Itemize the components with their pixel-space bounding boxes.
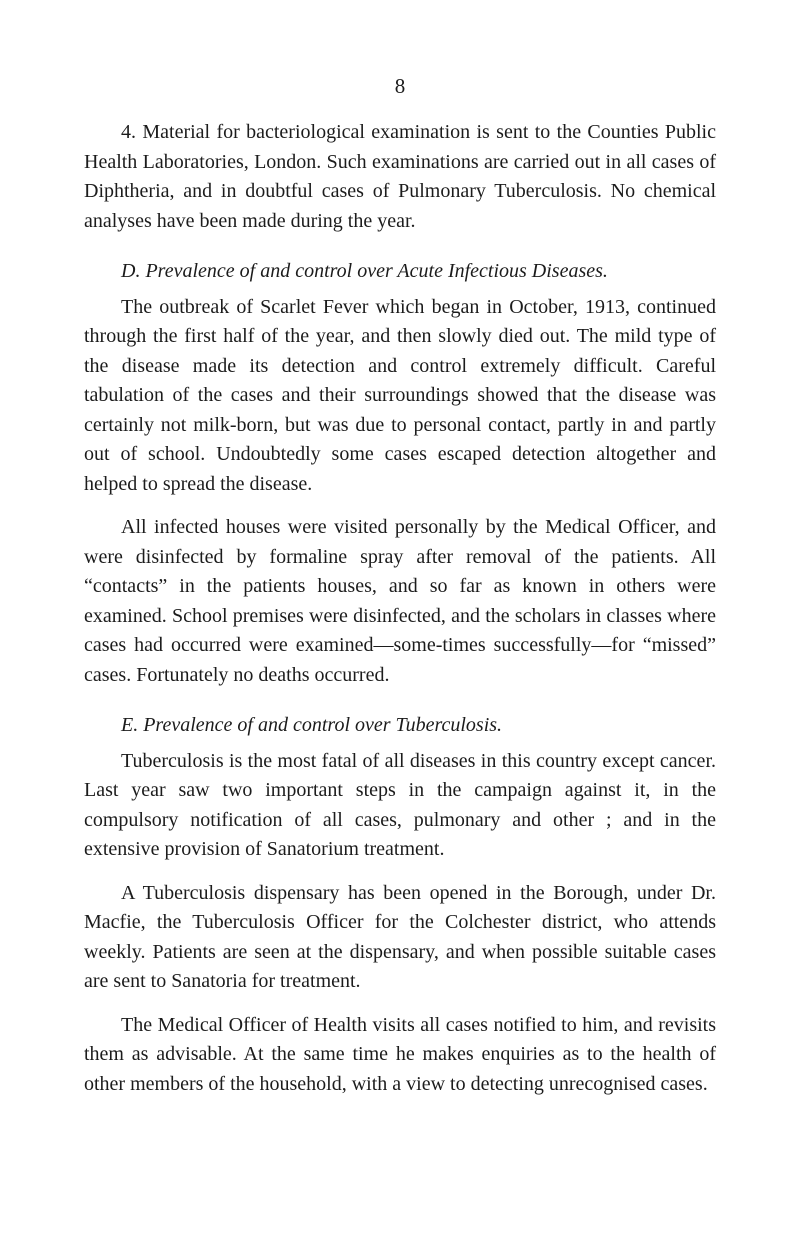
paragraph-medical-officer-visits: The Medical Officer of Health visits all cases notified to him, and revisits them as advisable. At the same time he makes enquiries as to the health of other members of the household, with a view to detecting unrecognised cases. [84, 1013, 716, 1095]
section-d-letter: D. [121, 260, 141, 282]
page-number: 8 [394, 74, 406, 98]
paragraph-infected-houses: All infected houses were visited personally by the Medical Officer, and were disinfected by formaline spray after removal of the patients. All “contacts” in the patients houses, and so far as known in others were examined. School premises were disinfected, and the scholars in classes where cases had occurred were examined—some-times successfully—for “missed” cases. Fortunately no deaths occurred. [84, 516, 716, 686]
paragraph-tuberculosis-fatal: Tuberculosis is the most fatal of all diseases in this country except cancer. Last year saw two important steps in the campaign against it, in the compulsory notification of all cases, pulmonary and other ; and in the extensive provision of Sanatorium treatment. [84, 749, 716, 860]
document-body [84, 118, 716, 1099]
paragraph-scarlet-fever-outbreak: The outbreak of Scarlet Fever which began in October, 1913, continued through the first half of the year, and then slowly died out. The mild type of the disease made its detection and control extremely difficult. Careful tabulation of the cases and their surroundings showed that the disease was certainly not milk-born, but was due to personal contact, partly in and partly out of school. Undoubtedly some cases escaped detection altogether and helped to spread the disease. [84, 295, 716, 495]
paragraph-laboratory-examination: 4. Material for bacteriological examination is sent to the Counties Public Health Laboratories, London. Such examinations are carried out in all cases of Diphtheria, and in doubtful cases of Pulmonary Tuberculosis. No chemical analyses have been made during the year. [84, 121, 716, 232]
section-e-title: Prevalence of and control over Tuberculosis. [143, 714, 503, 736]
section-heading-acute-infectious-diseases [84, 257, 716, 287]
paragraph-tuberculosis-dispensary: A Tuberculosis dispensary has been opened in the Borough, under Dr. Macfie, the Tuberculosis Officer for the Colchester district, who attends weekly. Patients are seen at the dispensary, and when possible suitable cases are sent to Sanatoria for treatment. [84, 881, 716, 992]
section-heading-tuberculosis [84, 711, 716, 741]
section-d-title: Prevalence of and control over Acute Infectious Diseases. [145, 260, 608, 282]
section-e-letter: E. [121, 714, 139, 736]
